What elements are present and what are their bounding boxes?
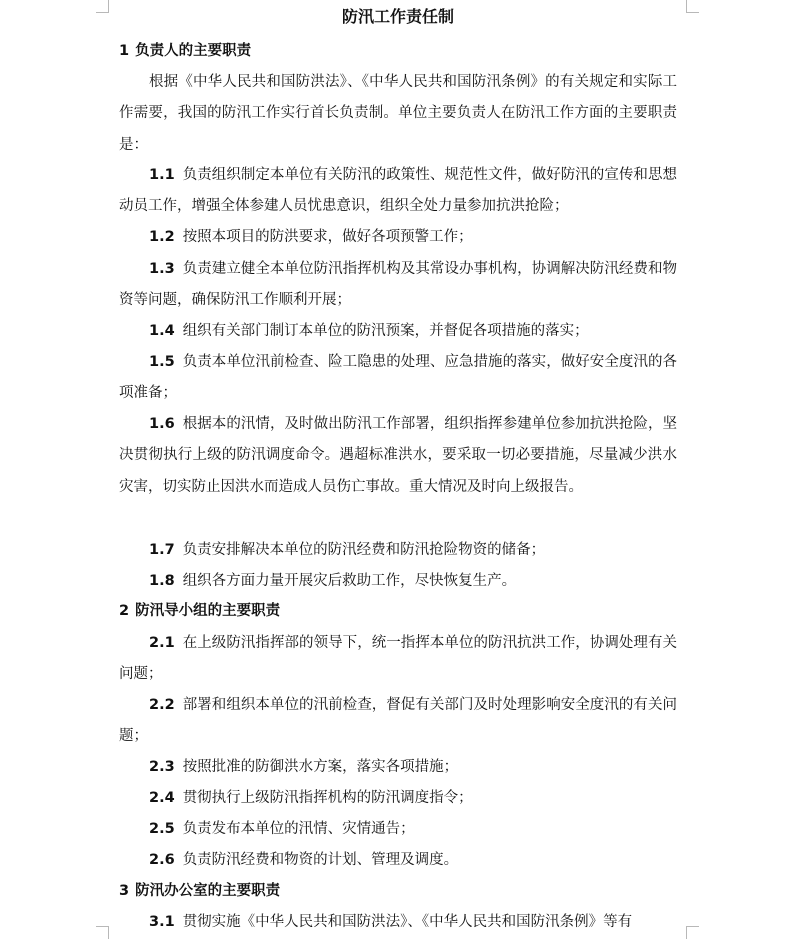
- clause-2-5: 2.5 负责发布本单位的汛情、灾情通告；: [149, 821, 415, 837]
- page-corner-mark-bottom-right: [686, 926, 699, 939]
- section-heading-1: 1 负责人的主要职责: [119, 42, 252, 59]
- clause-1-8: 1.8 组织各方面力量开展灾后救助工作，尽快恢复生产。: [149, 573, 517, 589]
- section-1-intro: 根据《中华人民共和国防洪法》、《中华人民共和国防汛条例》的有关规定和实际工作需要，我国的防汛工作实行首长负责制。单位主要负责人在防汛工作方面的主要职责是：: [119, 74, 677, 153]
- clause-2-1: 2.1 在上级防汛指挥部的领导下，统一指挥本单位的防汛抗洪工作，协调处理有关问题；: [119, 635, 677, 683]
- clause-2-2: 2.2 部署和组织本单位的汛前检查，督促有关部门及时处理影响安全度汛的有关问题；: [119, 697, 677, 745]
- clause-1-3: 1.3 负责建立健全本单位防汛指挥机构及其常设办事机构，协调解决防汛经费和物资等问题，确保防汛工作顺利开展；: [119, 261, 677, 309]
- clause-1-1: 1.1 负责组织制定本单位有关防汛的政策性、规范性文件，做好防汛的宣传和思想动员工作，增强全体参建人员忧患意识，组织全处力量参加抗洪抢险；: [119, 167, 677, 215]
- clause-1-4: 1.4 组织有关部门制订本单位的防汛预案，并督促各项措施的落实；: [149, 323, 589, 339]
- clause-3-1: 3.1 贯彻实施《中华人民共和国防洪法》、《中华人民共和国防汛条例》等有: [149, 914, 633, 930]
- clause-2-3: 2.3 按照批准的防御洪水方案，落实各项措施；: [149, 759, 459, 775]
- page-corner-mark-top-right: [686, 0, 699, 13]
- clause-2-4: 2.4 贯彻执行上级防汛指挥机构的防汛调度指令；: [149, 790, 473, 806]
- clause-1-7: 1.7 负责安排解决本单位的防汛经费和防汛抢险物资的储备；: [149, 542, 546, 558]
- page-corner-mark-top-left: [96, 0, 109, 13]
- section-heading-2: 2 防汛导小组的主要职责: [119, 602, 281, 619]
- clause-1-2: 1.2 按照本项目的防洪要求，做好各项预警工作；: [149, 229, 473, 245]
- clause-2-6: 2.6 负责防汛经费和物资的计划、管理及调度。: [149, 852, 459, 868]
- clause-1-6: 1.6 根据本的汛情，及时做出防汛工作部署，组织指挥参建单位参加抗洪抢险，坚决贯彻执行上级的防汛调度命令。遇超标准洪水，要采取一切必要措施，尽量减少洪水灾害，切实防止因洪水而造成人员伤亡事故。重大情况及时向上级报告。: [119, 416, 677, 495]
- section-heading-3: 3 防汛办公室的主要职责: [119, 882, 281, 899]
- document-title: 防汛工作责任制: [341, 7, 454, 26]
- clause-1-5: 1.5 负责本单位汛前检查、险工隐患的处理、应急措施的落实，做好安全度汛的各项准备；: [119, 354, 677, 402]
- page-corner-mark-bottom-left: [96, 926, 109, 939]
